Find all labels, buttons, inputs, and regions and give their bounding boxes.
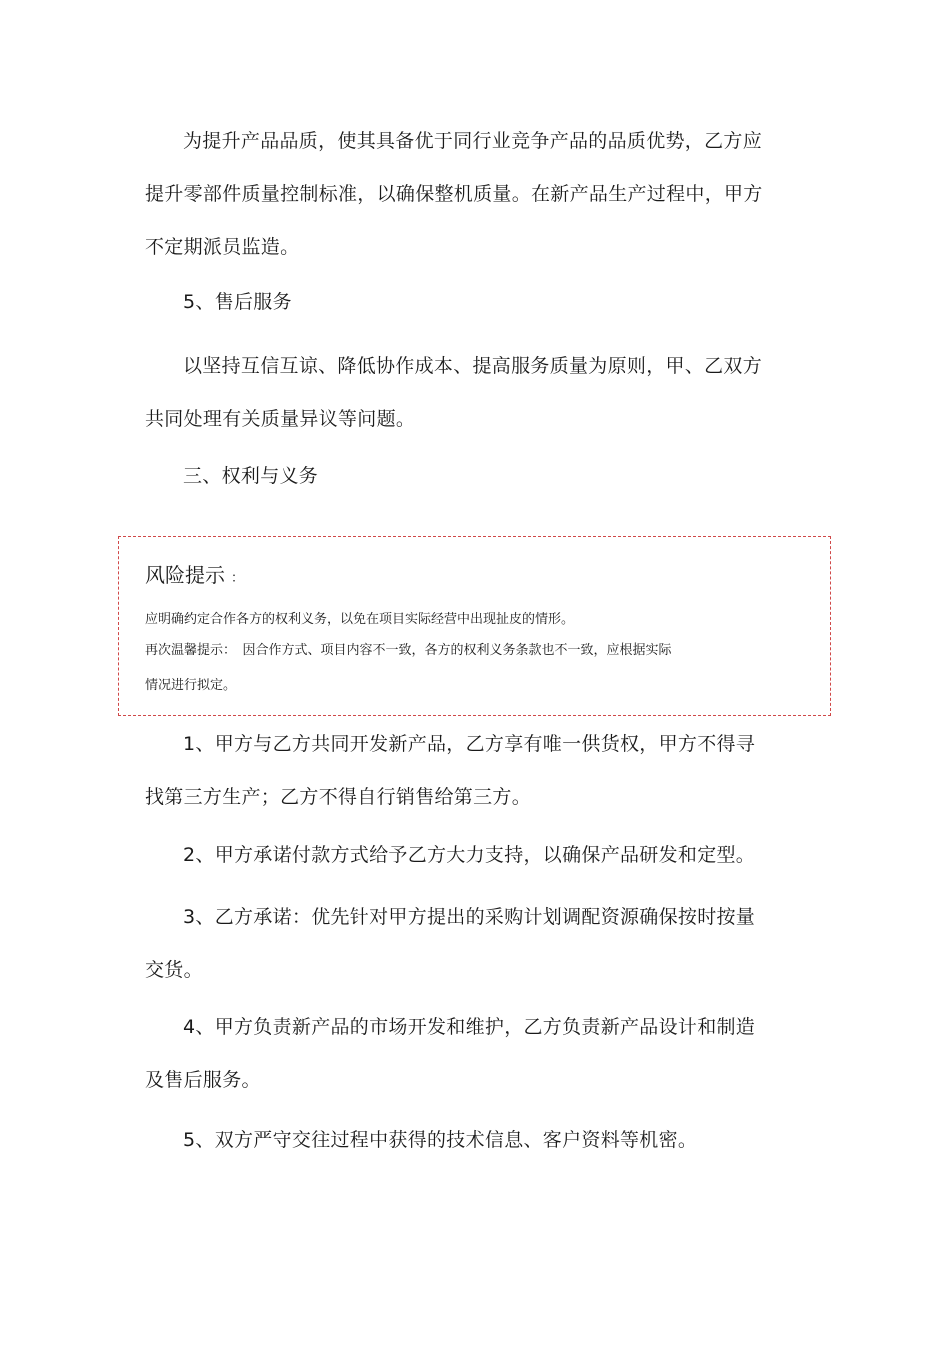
risk-notice-line-3: 情况进行拟定。 xyxy=(145,678,237,693)
risk-notice-line-2: 再次温馨提示： 因合作方式、项目内容不一致，各方的权利义务条款也不一致，应根据实际 xyxy=(145,643,672,658)
rights-heading: 三、权利与义务 xyxy=(183,465,319,487)
risk-notice-box xyxy=(118,536,831,716)
clause-3: 3、乙方承诺：优先针对甲方提出的采购计划调配资源确保按时按量交货。 xyxy=(145,906,756,981)
clause-1: 1、甲方与乙方共同开发新产品，乙方享有唯一供货权，甲方不得寻找第三方生产；乙方不得自行销售给第三方。 xyxy=(145,733,756,808)
risk-notice-colon: ： xyxy=(231,571,245,586)
clause-4: 4、甲方负责新产品的市场开发和维护，乙方负责新产品设计和制造及售后服务。 xyxy=(145,1016,756,1091)
risk-notice-title-text: 风险提示 xyxy=(145,563,225,587)
quality-paragraph: 为提升产品品质，使其具备优于同行业竞争产品的品质优势，乙方应提升零部件质量控制标准，以确保整机质量。在新产品生产过程中，甲方不定期派员监造。 xyxy=(145,130,763,258)
clause-5: 5、双方严守交往过程中获得的技术信息、客户资料等机密。 xyxy=(183,1129,698,1151)
clause-2: 2、甲方承诺付款方式给予乙方大力支持，以确保产品研发和定型。 xyxy=(183,844,756,866)
after-sales-heading: 5、售后服务 xyxy=(183,291,292,313)
risk-notice-line-1: 应明确约定合作各方的权利义务，以免在项目实际经营中出现扯皮的情形。 xyxy=(145,612,575,627)
after-sales-paragraph: 以坚持互信互谅、降低协作成本、提高服务质量为原则，甲、乙双方共同处理有关质量异议等问题。 xyxy=(145,355,763,430)
risk-notice-title xyxy=(145,561,244,593)
